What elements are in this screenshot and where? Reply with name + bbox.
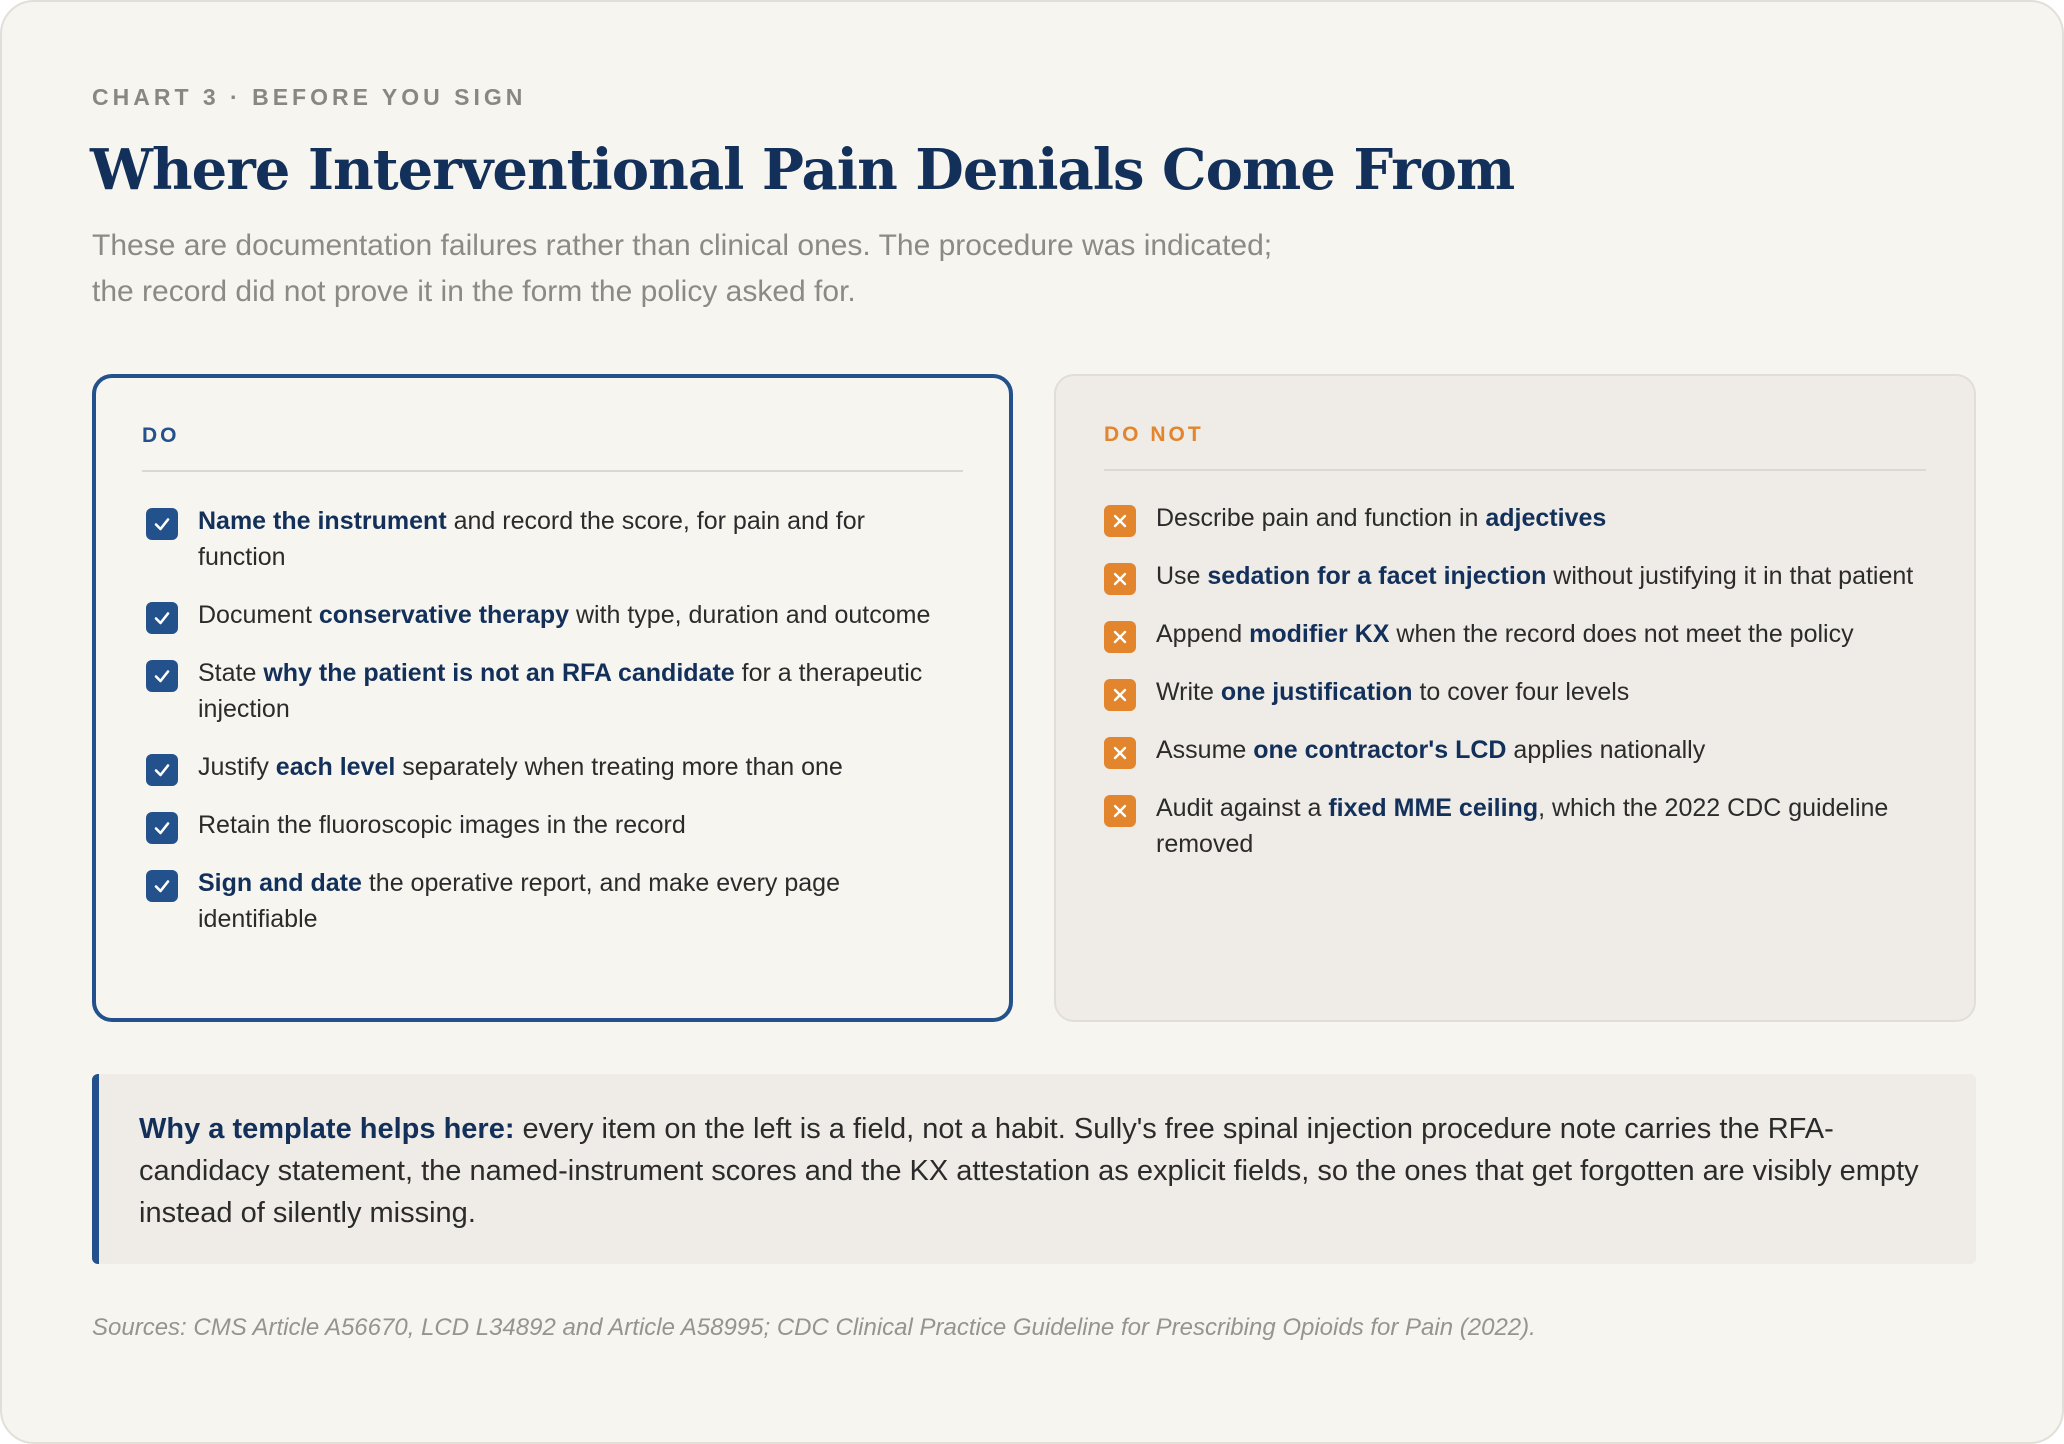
callout-lead: Why a template helps here: xyxy=(139,1113,515,1145)
do-item-post: and record the score, for pain and for function xyxy=(198,507,865,571)
do-item-post: the operative report, and make every page identifiable xyxy=(198,869,840,933)
do-not-panel-heading: DO NOT xyxy=(1104,423,1926,471)
do-not-item-bold: sedation for a facet injection xyxy=(1207,562,1547,590)
do-not-list-item xyxy=(1104,674,1924,710)
sources-note: Sources: CMS Article A56670, LCD L34892 and Article A58995; CDC Clinical Practice Guideline for Prescribing Opioids for Pain (2022). xyxy=(92,1314,1536,1341)
callout-body: every item on the left is a field, not a habit. Sully's free spinal injection procedure note carries the RFA-candidacy statement, the named-instrument scores and the KX attestation as explicit fields, so the ones that get forgotten are visibly empty instead of silently missing. xyxy=(139,1113,1919,1229)
check-icon xyxy=(146,754,178,786)
do-item-bold: conservative therapy xyxy=(318,601,570,629)
do-list-item xyxy=(146,655,959,727)
do-not-item-bold: fixed MME ceiling xyxy=(1328,794,1539,822)
do-item-post: with type, duration and outcome xyxy=(569,601,931,629)
do-item-bold: Name the instrument xyxy=(198,507,447,535)
do-not-item-post: without justifying it in that patient xyxy=(1546,562,1914,590)
do-not-item-post: , which the 2022 CDC guideline removed xyxy=(1156,794,1889,858)
do-list-item xyxy=(146,749,959,785)
do-not-item-pre: Write xyxy=(1156,678,1221,706)
do-not-item-pre: Audit against a xyxy=(1156,794,1329,822)
do-item-post: separately when treating more than one xyxy=(395,753,843,781)
do-not-panel xyxy=(1054,374,1976,1022)
do-item-bold: each level xyxy=(275,753,396,781)
eyebrow-label: CHART 3 · BEFORE YOU SIGN xyxy=(92,84,527,110)
do-not-item-bold: adjectives xyxy=(1485,504,1607,532)
page-title: Where Interventional Pain Denials Come From xyxy=(90,137,1515,203)
x-icon xyxy=(1104,795,1136,827)
do-item-bold: Sign and date xyxy=(198,869,362,897)
do-list-item xyxy=(146,503,959,575)
do-not-list-item xyxy=(1104,500,1924,536)
check-icon xyxy=(146,508,178,540)
check-icon xyxy=(146,812,178,844)
do-not-item-pre: Describe pain and function in xyxy=(1156,504,1486,532)
do-list-item xyxy=(146,597,959,633)
do-not-item-bold: modifier KX xyxy=(1249,620,1390,648)
x-icon xyxy=(1104,621,1136,653)
do-item-post: for a therapeutic injection xyxy=(198,659,923,723)
do-list-item xyxy=(146,865,959,937)
do-not-list-item xyxy=(1104,616,1924,652)
do-item-bold: why the patient is not an RFA candidate xyxy=(263,659,735,687)
do-not-list-item xyxy=(1104,558,1924,594)
check-icon xyxy=(146,602,178,634)
x-icon xyxy=(1104,737,1136,769)
template-callout xyxy=(92,1074,1976,1264)
do-list-item xyxy=(146,807,959,843)
do-not-item-post: when the record does not meet the policy xyxy=(1389,620,1854,648)
do-list xyxy=(146,503,959,959)
do-not-item-bold: one contractor's LCD xyxy=(1253,736,1507,764)
x-icon xyxy=(1104,563,1136,595)
x-icon xyxy=(1104,679,1136,711)
check-icon xyxy=(146,660,178,692)
page-subtitle: These are documentation failures rather than clinical ones. The procedure was indicated; the record did not prove it in the form the policy asked for. xyxy=(92,229,1273,308)
check-icon xyxy=(146,870,178,902)
do-panel-heading: DO xyxy=(142,424,963,472)
do-not-item-pre: Use xyxy=(1156,562,1208,590)
do-not-list xyxy=(1104,500,1924,884)
do-not-list-item xyxy=(1104,732,1924,768)
do-item-pre: Retain the fluoroscopic images in the record xyxy=(198,811,686,839)
do-not-list-item xyxy=(1104,790,1924,862)
do-item-pre: State xyxy=(198,659,264,687)
do-item-pre: Justify xyxy=(198,753,276,781)
do-not-item-post: applies nationally xyxy=(1506,736,1706,764)
do-not-item-pre: Append xyxy=(1156,620,1250,648)
x-icon xyxy=(1104,505,1136,537)
do-panel xyxy=(92,374,1013,1022)
do-not-item-bold: one justification xyxy=(1220,678,1413,706)
do-not-item-post: to cover four levels xyxy=(1412,678,1630,706)
do-item-pre: Document xyxy=(198,601,319,629)
do-not-item-pre: Assume xyxy=(1156,736,1254,764)
